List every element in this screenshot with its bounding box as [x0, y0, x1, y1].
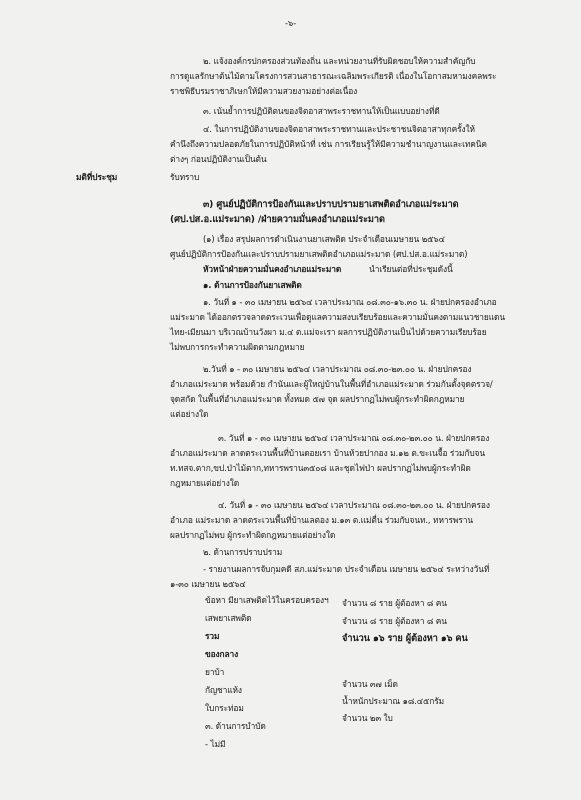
arrest-summary-left	[205, 595, 329, 750]
treatment-none: - ไม่มี	[205, 739, 226, 749]
evidence-yaba-amount: จำนวน ๓๗ เม็ด	[342, 679, 398, 689]
evidence-yaba: ยาบ้า	[205, 667, 225, 677]
charge-possession: ข้อหา มียาเสพติดไว้ในครอบครองฯ	[205, 595, 329, 605]
paragraph-line: อำเภอ แม่ระมาด ลาดตระเวนพื้นที่บ้านเลตอง ม.๑๓ ต.แม่ตื่น ร่วมกับจนท., ทหารพราน	[170, 515, 473, 525]
paragraph-line: ศูนย์ปฏิบัติการป้องกันและปราบปรามยาเสพติดอำเภอแม่ระมาด (ศป.ปส.อ.แม่ระมาด)	[170, 249, 468, 259]
paragraph-line: ท.ทสจ.ตาก,ขป.ป่าไม้ตาก,ทหารพราน๓๕๐๘ และชุดไฟป่า ผลปรากฏไม่พบผู้กระทำผิด	[170, 463, 471, 473]
paragraph-line: แม่ระมาด ได้ออกตรวจลาดตระเวนเพื่อดูแลความสงบเรียบร้อยและความมั่นคงตามแนวชายแดน	[170, 312, 505, 322]
evidence-cannabis-amount: น้ำหนักประมาณ ๑๘.๔๕กรัม	[342, 696, 445, 706]
paragraph-line: คำนึงถึงความปลอดภัยในการปฏิบัติหน้าที่ เช่น การเรียนรู้ให้มีความชำนาญงานและเทคนิค	[170, 139, 487, 149]
paragraph-line: ๓. เน้นย้ำการปฏิบัติตนของจิตอาสาพระราชทานให้เป็นแบบอย่างที่ดี	[203, 106, 440, 116]
paragraph-line: แต่อย่างใด	[170, 409, 209, 419]
resolution-text: รับทราบ	[170, 172, 200, 182]
subsection-heading: ๑. ด้านการป้องกันยาเสพติด	[203, 280, 302, 290]
paragraph-line: ๒.วันที่ ๑ - ๓๐ เมษายน ๒๕๖๔ เวลาประมาณ ๐๘.๓๐-๒๓.๐๐ น. ฝ่ายปกครอง	[203, 364, 472, 374]
count-total: จำนวน ๑๖ ราย ผู้ต้องหา ๑๖ คน	[342, 633, 468, 644]
page-number: -๖-	[284, 18, 297, 28]
section-heading: (ศป.ปส.อ.แม่ระมาด) /ฝ่ายความมั่นคงอำเภอแม่ระมาด	[170, 214, 385, 225]
total-label: รวม	[205, 631, 220, 641]
paragraph-line: ๑-๓๐ เมษายน ๒๕๖๔	[170, 579, 246, 589]
paragraph-line: การดูแลรักษาต้นไม้ตามโครงการสวนสาธารณะเฉลิมพระเกียรติ เนื่องในโอกาสมหามงคลพระ	[170, 71, 497, 81]
paragraph-line: ผลปรากฏไม่พบ ผู้กระทำผิดกฎหมายแต่อย่างใด	[170, 530, 336, 540]
paragraph-line: ๒. แจ้งองค์กรปกครองส่วนท้องถิ่น และหน่วยงานที่รับผิดชอบให้ความสำคัญกับ	[203, 56, 476, 66]
evidence-cannabis: กัญชาแห้ง	[205, 685, 242, 695]
count-possession: จำนวน ๘ ราย ผู้ต้องหา ๘ คน	[342, 598, 447, 608]
treatment-heading: ๓. ด้านการบำบัด	[205, 721, 266, 731]
paragraph-line: กฎหมายแต่อย่างใด	[170, 478, 240, 488]
paragraph-line: ๑. วันที่ ๑ - ๓๐ เมษายน ๒๕๖๔ เวลาประมาณ ๐๘.๓๐-๑๖.๓๐ น. ฝ่ายปกครองอำเภอ	[203, 297, 497, 307]
paragraph-line: ๓. วันที่ ๑ - ๓๐ เมษายน ๒๕๖๔ เวลาประมาณ ๐๘.๓๐-๒๓.๐๐ น. ฝ่ายปกครอง	[218, 433, 490, 443]
meeting-resolution-label: มติที่ประชุม	[76, 172, 118, 182]
paragraph-line: จุดสกัด ในพื้นที่อำเภอแม่ระมาด ทั้งหมด ๕๗ จุด ผลปรากฏไม่พบผู้กระทำผิดกฎหมาย	[170, 394, 465, 404]
paragraph-line: อำเภอแม่ระมาด ลาดตระเวนพื้นที่บ้านดอยเรา บ้านห้วยปากอง ม.๑๒ ต.ขะเนจื้อ ร่วมกับจน	[170, 448, 485, 458]
paragraph-line: นำเรียนต่อที่ประชุมดังนี้	[369, 264, 453, 274]
paragraph-line: (๑) เรื่อง สรุปผลการดำเนินงานยาเสพติด ประจำเดือนเมษายน ๒๕๖๔	[203, 234, 445, 244]
subsection-heading: ๒. ด้านการปราบปราม	[203, 547, 283, 557]
paragraph-line: - รายงานผลการจับกุมคดี สภ.แม่ระมาด ประจำเดือน เมษายน ๒๕๖๔ ระหว่างวันที่	[203, 564, 490, 574]
evidence-label: ของกลาง	[205, 649, 239, 659]
paragraph-line: ราชพิธีบรมราชาภิเษกให้มีความสวยงามอย่างต่อเนื่อง	[170, 86, 358, 96]
speaker-title: หัวหน้าฝ่ายความมั่นคงอำเภอแม่ระมาด	[203, 264, 342, 274]
paragraph-line: ไม่พบการกระทำความผิดตามกฎหมาย	[170, 342, 305, 352]
section-heading: ๓) ศูนย์ปฏิบัติการป้องกันและปราบปรามยาเสพติดอำเภอแม่ระมาด	[203, 199, 459, 210]
paragraph-line: ไทย-เมียนมา บริเวณบ้านวังผา ม.๔ ต.แม่จะเรา ผลการปฏิบัติงานเป็นไปด้วยความเรียบร้อย	[170, 327, 487, 337]
paragraph-line: ๔. ในการปฏิบัติงานของจิตอาสาพระราชทานและประชาชนจิตอาสาทุกครั้งให้	[203, 124, 475, 134]
paragraph-line: ต่างๆ ก่อนปฏิบัติงานเป็นต้น	[170, 154, 267, 164]
count-usage: จำนวน ๘ ราย ผู้ต้องหา ๘ คน	[342, 616, 447, 626]
paragraph-line: อำเภอแม่ระมาด พร้อมด้วย กำนันและผู้ใหญ่บ้านในพื้นที่อำเภอแม่ระมาด ร่วมกันตั้งจุดตรวจ/	[170, 379, 493, 389]
evidence-kratom-amount: จำนวน ๒๓ ใบ	[342, 713, 393, 723]
paragraph-line: ๔. วันที่ ๑ - ๓๐ เมษายน ๒๕๖๔ เวลาประมาณ ๐๘.๓๐-๒๓.๐๐ น. ฝ่ายปกครอง	[218, 500, 490, 510]
evidence-kratom: ใบกระท่อม	[205, 703, 244, 713]
charge-usage: เสพยาเสพติด	[205, 613, 252, 623]
